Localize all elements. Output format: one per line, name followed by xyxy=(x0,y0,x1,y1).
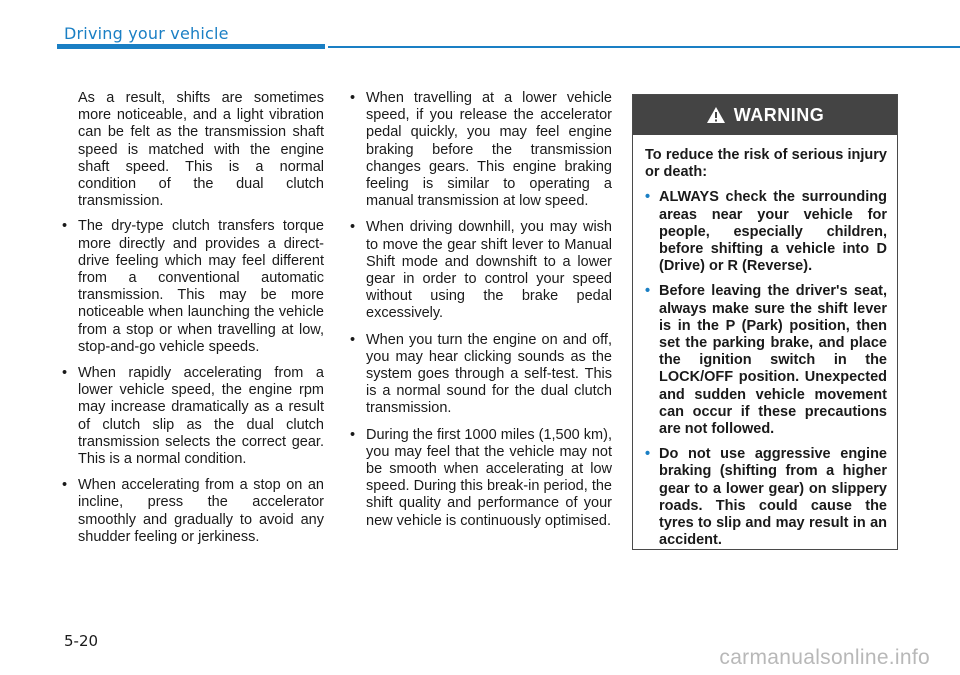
list-item: • When accelerating from a stop on an incline, press the accelerator smoothly and gradually to avoid any shudder feeling or jerkiness. xyxy=(62,477,324,545)
page-number: 5-20 xyxy=(64,632,99,650)
bullet-icon: • xyxy=(350,426,356,443)
warning-intro: To reduce the risk of serious injury or death: xyxy=(645,147,887,181)
list-item: • When you turn the engine on and off, you may hear clicking sounds as the system goes through a self-test. This is a normal sound for the dual clutch transmission. xyxy=(350,331,612,417)
warning-header xyxy=(633,95,897,135)
list-item: • When rapidly accelerating from a lower vehicle speed, the engine rpm may increase dramatically as a result of clutch slip as the dual clutch transmission selects the correct gear. This is a normal condition. xyxy=(62,365,324,468)
bullet-icon: • xyxy=(645,189,651,206)
header-rule-thin xyxy=(328,46,960,48)
warning-title: WARNING xyxy=(733,104,825,125)
bullet-list-b xyxy=(350,90,612,530)
bullet-icon: • xyxy=(62,218,68,235)
list-item: • During the first 1000 miles (1,500 km), you may feel that the vehicle may not be smooth when accelerating at low speed. During this break-in period, the shift quality and performance of your new vehicle is continuously optimised. xyxy=(350,426,612,529)
warning-list xyxy=(645,189,887,549)
list-item: • ALWAYS check the surrounding areas near your vehicle for people, especially children, before shifting a vehicle into D (Drive) or R (Reverse). xyxy=(645,189,887,275)
bullet-icon: • xyxy=(645,283,651,300)
paragraph-intro: As a result, shifts are sometimes more noticeable, and a light vibration can be felt as the transmission shaft speed is matched with the engine shaft speed. This is a normal condition of the dual clutch transmission. xyxy=(78,90,324,210)
watermark: carmanualsonline.info xyxy=(719,646,930,669)
list-item: • The dry-type clutch transfers torque more directly and provides a direct-drive feeling which may feel different from a conventional automatic transmission. This may be more noticeable when launching the vehicle from a stop or when travelling at low, stop-and-go vehicle speeds. xyxy=(62,218,324,355)
warning-body xyxy=(633,135,897,549)
bullet-icon: • xyxy=(62,365,68,382)
bullet-icon: • xyxy=(350,90,356,106)
list-item: • When travelling at a lower vehicle speed, if you release the accelerator pedal quickly, you may feel engine braking before the transmission changes gears. This engine braking feeling is similar to operating a manual transmission at low speed. xyxy=(350,90,612,210)
bullet-icon: • xyxy=(350,219,356,236)
bullet-icon: • xyxy=(62,477,68,494)
warning-triangle-icon xyxy=(706,106,726,124)
warning-box xyxy=(632,94,898,550)
bullet-icon: • xyxy=(350,331,356,348)
list-item: • Before leaving the driver's seat, always make sure the shift lever is in the P (Park) position, then set the parking brake, and place the ignition switch in the LOCK/OFF position. Unexpected and sudden vehicle movement can occur if these precautions are not followed. xyxy=(645,283,887,438)
bullet-list-a xyxy=(62,218,324,546)
list-item: • Do not use aggressive engine braking (shifting from a higher gear to a lower gear) on slippery roads. This could cause the tyres to slip and may result in an accident. xyxy=(645,446,887,549)
column-b xyxy=(350,90,612,539)
bullet-icon: • xyxy=(645,446,651,463)
header-rule-thick xyxy=(57,44,325,49)
section-title: Driving your vehicle xyxy=(64,24,229,43)
column-a xyxy=(62,90,324,555)
list-item: • When driving downhill, you may wish to move the gear shift lever to Manual Shift mode and downshift to a lower gear in order to control your speed without using the brake pedal excessively. xyxy=(350,219,612,322)
